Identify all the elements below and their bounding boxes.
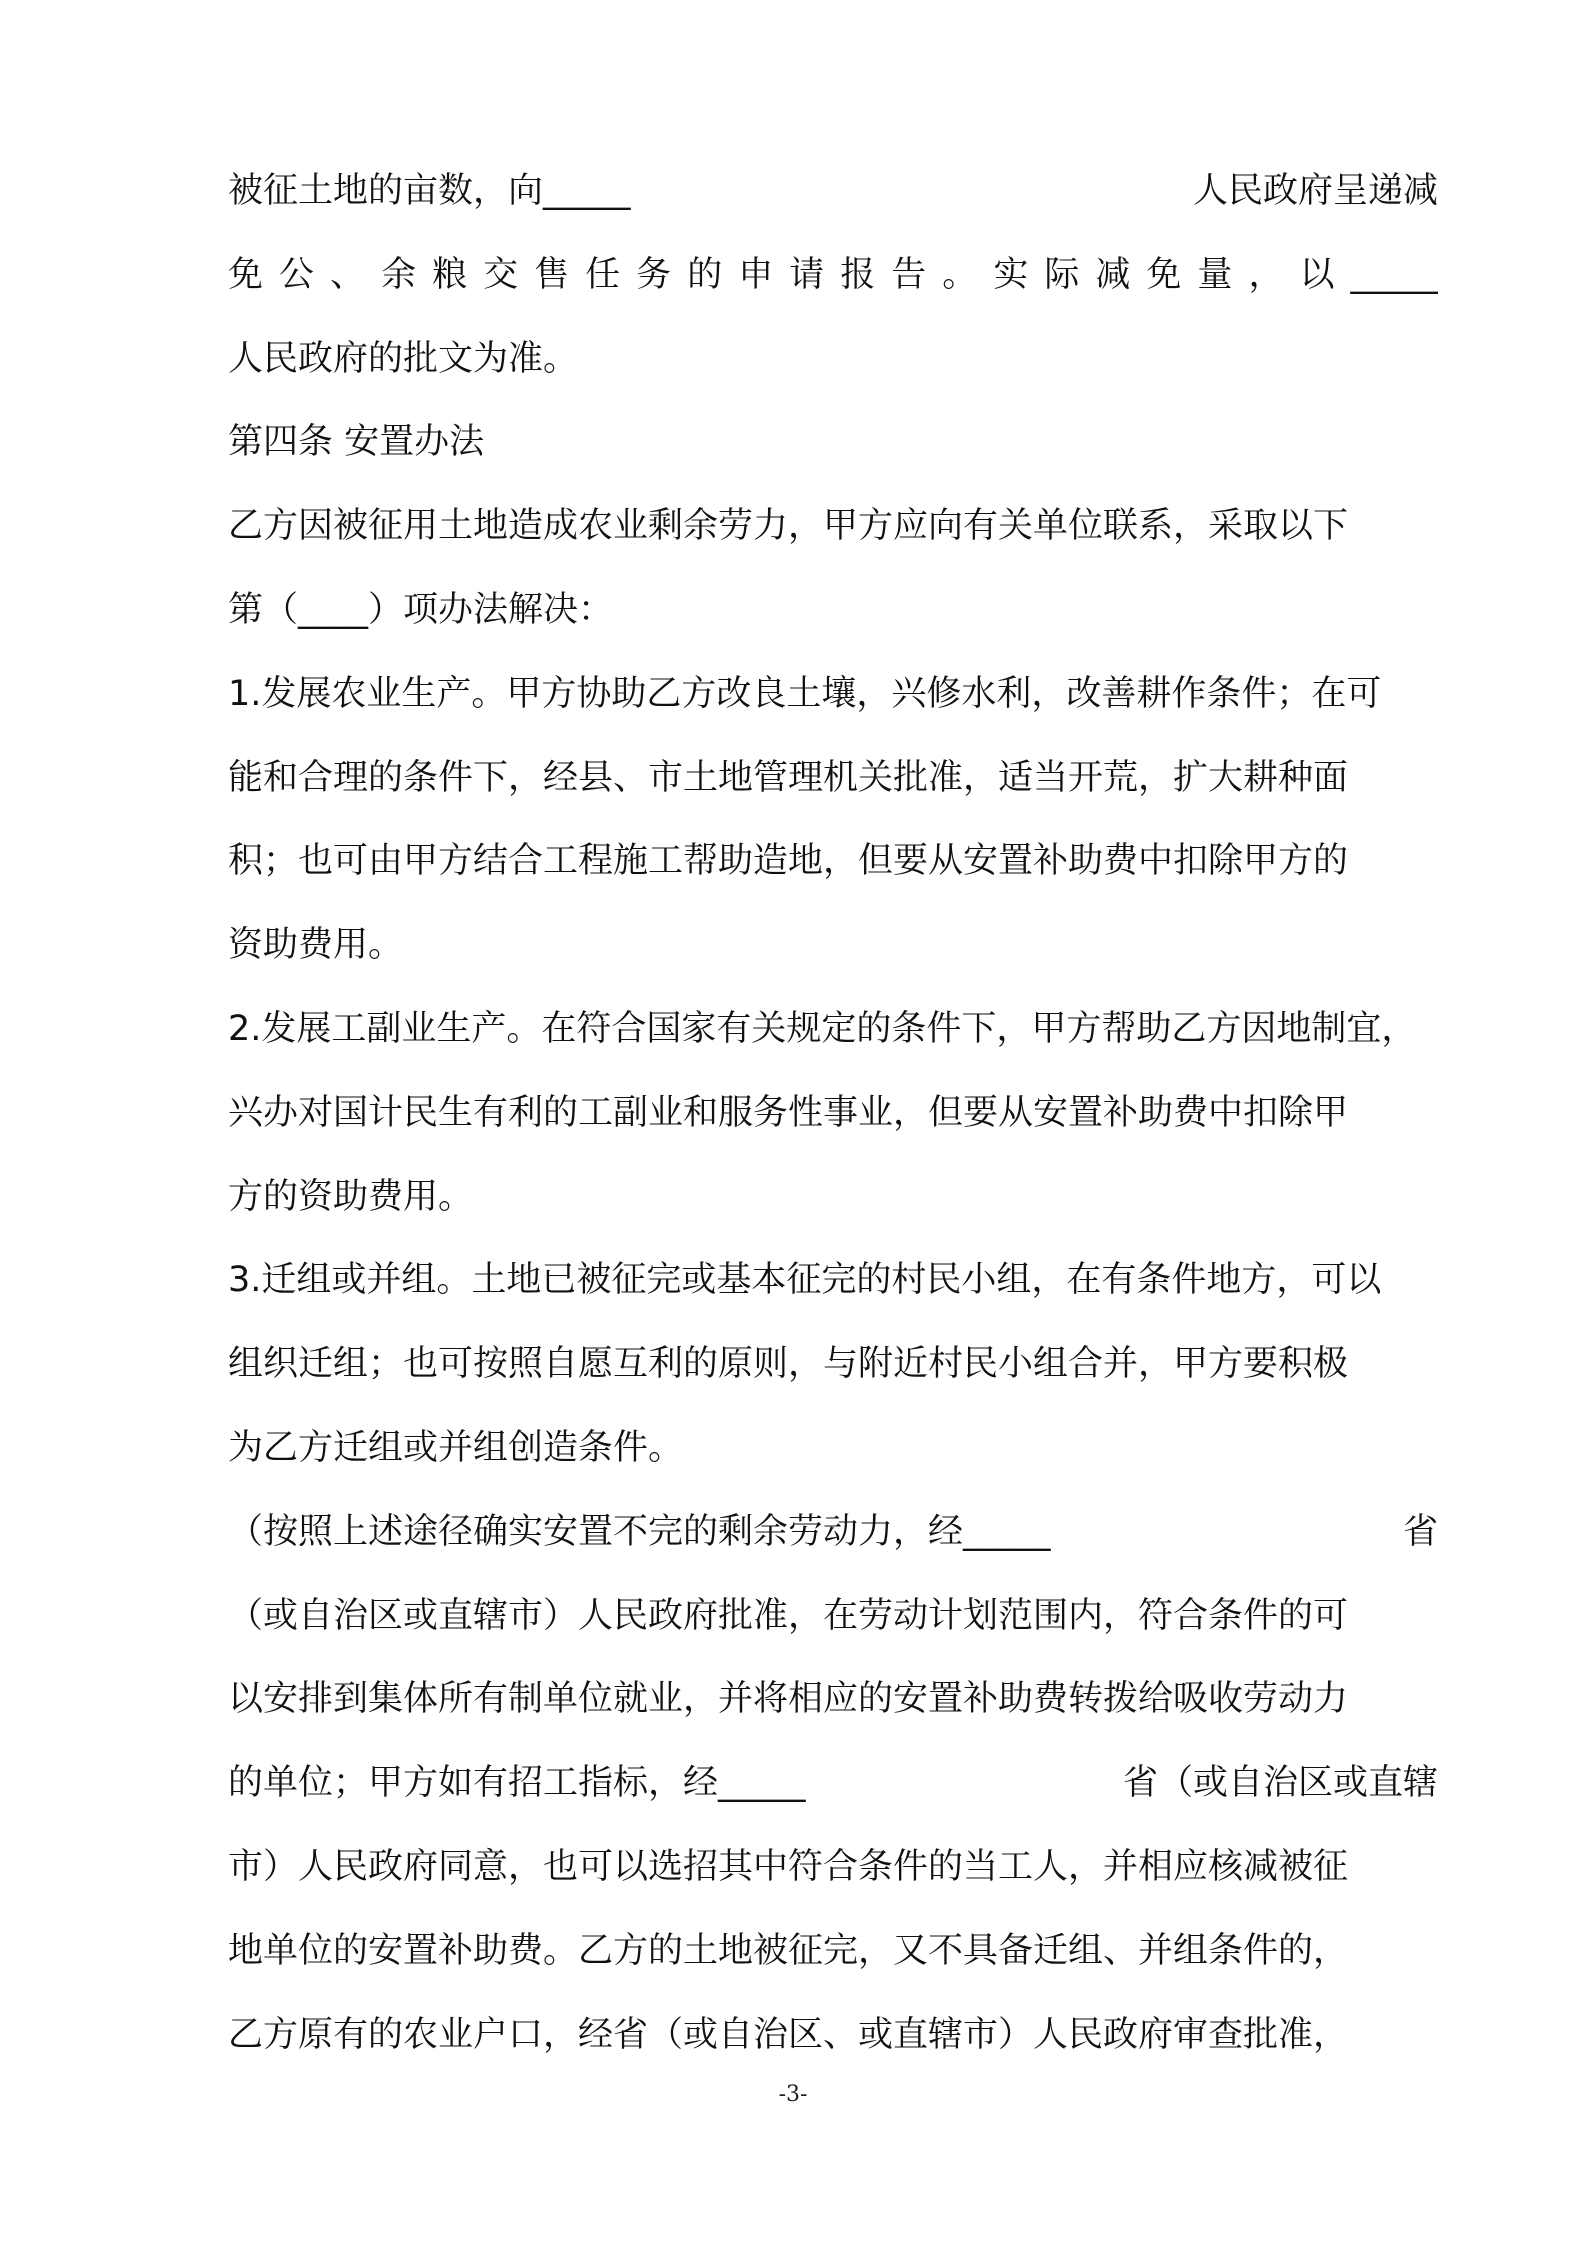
text-line: 2.发展工副业生产。在符合国家有关规定的条件下，甲方帮助乙方因地制宜， (228, 1008, 1417, 1049)
text-line: 人民政府的批文为准。 (228, 338, 579, 379)
text-line-left: 被征土地的亩数，向_____ (228, 171, 631, 211)
text-line-left: 的单位；甲方如有招工指标，经_____ (228, 1763, 806, 1804)
text-line: 乙方原有的农业户口，经省（或自治区、或直辖市）人民政府审查批准， (228, 2014, 1349, 2055)
text-line: 组织迁组；也可按照自愿互利的原则，与附近村民小组合并，甲方要积极 (228, 1344, 1349, 1385)
text-line: 为乙方迁组或并组创造条件。 (228, 1427, 684, 1468)
text-line: 积；也可由甲方结合工程施工帮助造地，但要从安置补助费中扣除甲方的 (228, 841, 1349, 882)
text-line (228, 1491, 1438, 1575)
contract-body (228, 150, 1438, 2077)
text-line (228, 1742, 1438, 1826)
text-line: 地单位的安置补助费。乙方的土地被征完，又不具备迁组、并组条件的， (228, 1930, 1349, 1971)
text-line-right: 省 (1402, 1511, 1438, 1552)
text-line-right: 人民政府呈递减 (1192, 171, 1438, 211)
text-line: 1.发展农业生产。甲方协助乙方改良土壤，兴修水利，改善耕作条件；在可 (228, 673, 1382, 714)
page-number: -3- (778, 2082, 808, 2107)
text-line-right: 省（或自治区或直辖 (1122, 1763, 1438, 1804)
text-line: 第四条 安置办法 (228, 422, 485, 463)
text-line: 方的资助费用。 (228, 1176, 474, 1217)
text-line: 第（____）项办法解决： (228, 589, 614, 630)
text-line: 乙方因被征用土地造成农业剩余劳力，甲方应向有关单位联系，采取以下 (228, 506, 1349, 547)
text-line: 3.迁组或并组。土地已被征完或基本征完的村民小组，在有条件地方，可以 (228, 1260, 1382, 1301)
text-line: （或自治区或直辖市）人民政府批准，在劳动计划范围内，符合条件的可 (228, 1595, 1349, 1636)
text-line (228, 150, 1438, 234)
text-line: 以安排到集体所有制单位就业，并将相应的安置补助费转拨给吸收劳动力 (228, 1679, 1349, 1720)
text-line: 免公、余粮交售任务的申请报告。实际减免量，以_____ (228, 254, 1438, 295)
text-line-left: （按照上述途径确实安置不完的剩余劳动力，经_____ (228, 1511, 1051, 1552)
text-line: 能和合理的条件下，经县、市土地管理机关批准，适当开荒，扩大耕种面 (228, 757, 1349, 798)
text-line: 市）人民政府同意，也可以选招其中符合条件的当工人，并相应核减被征 (228, 1846, 1349, 1887)
text-line: 资助费用。 (228, 925, 404, 966)
text-line: 兴办对国计民生有利的工副业和服务性事业，但要从安置补助费中扣除甲 (228, 1092, 1349, 1133)
